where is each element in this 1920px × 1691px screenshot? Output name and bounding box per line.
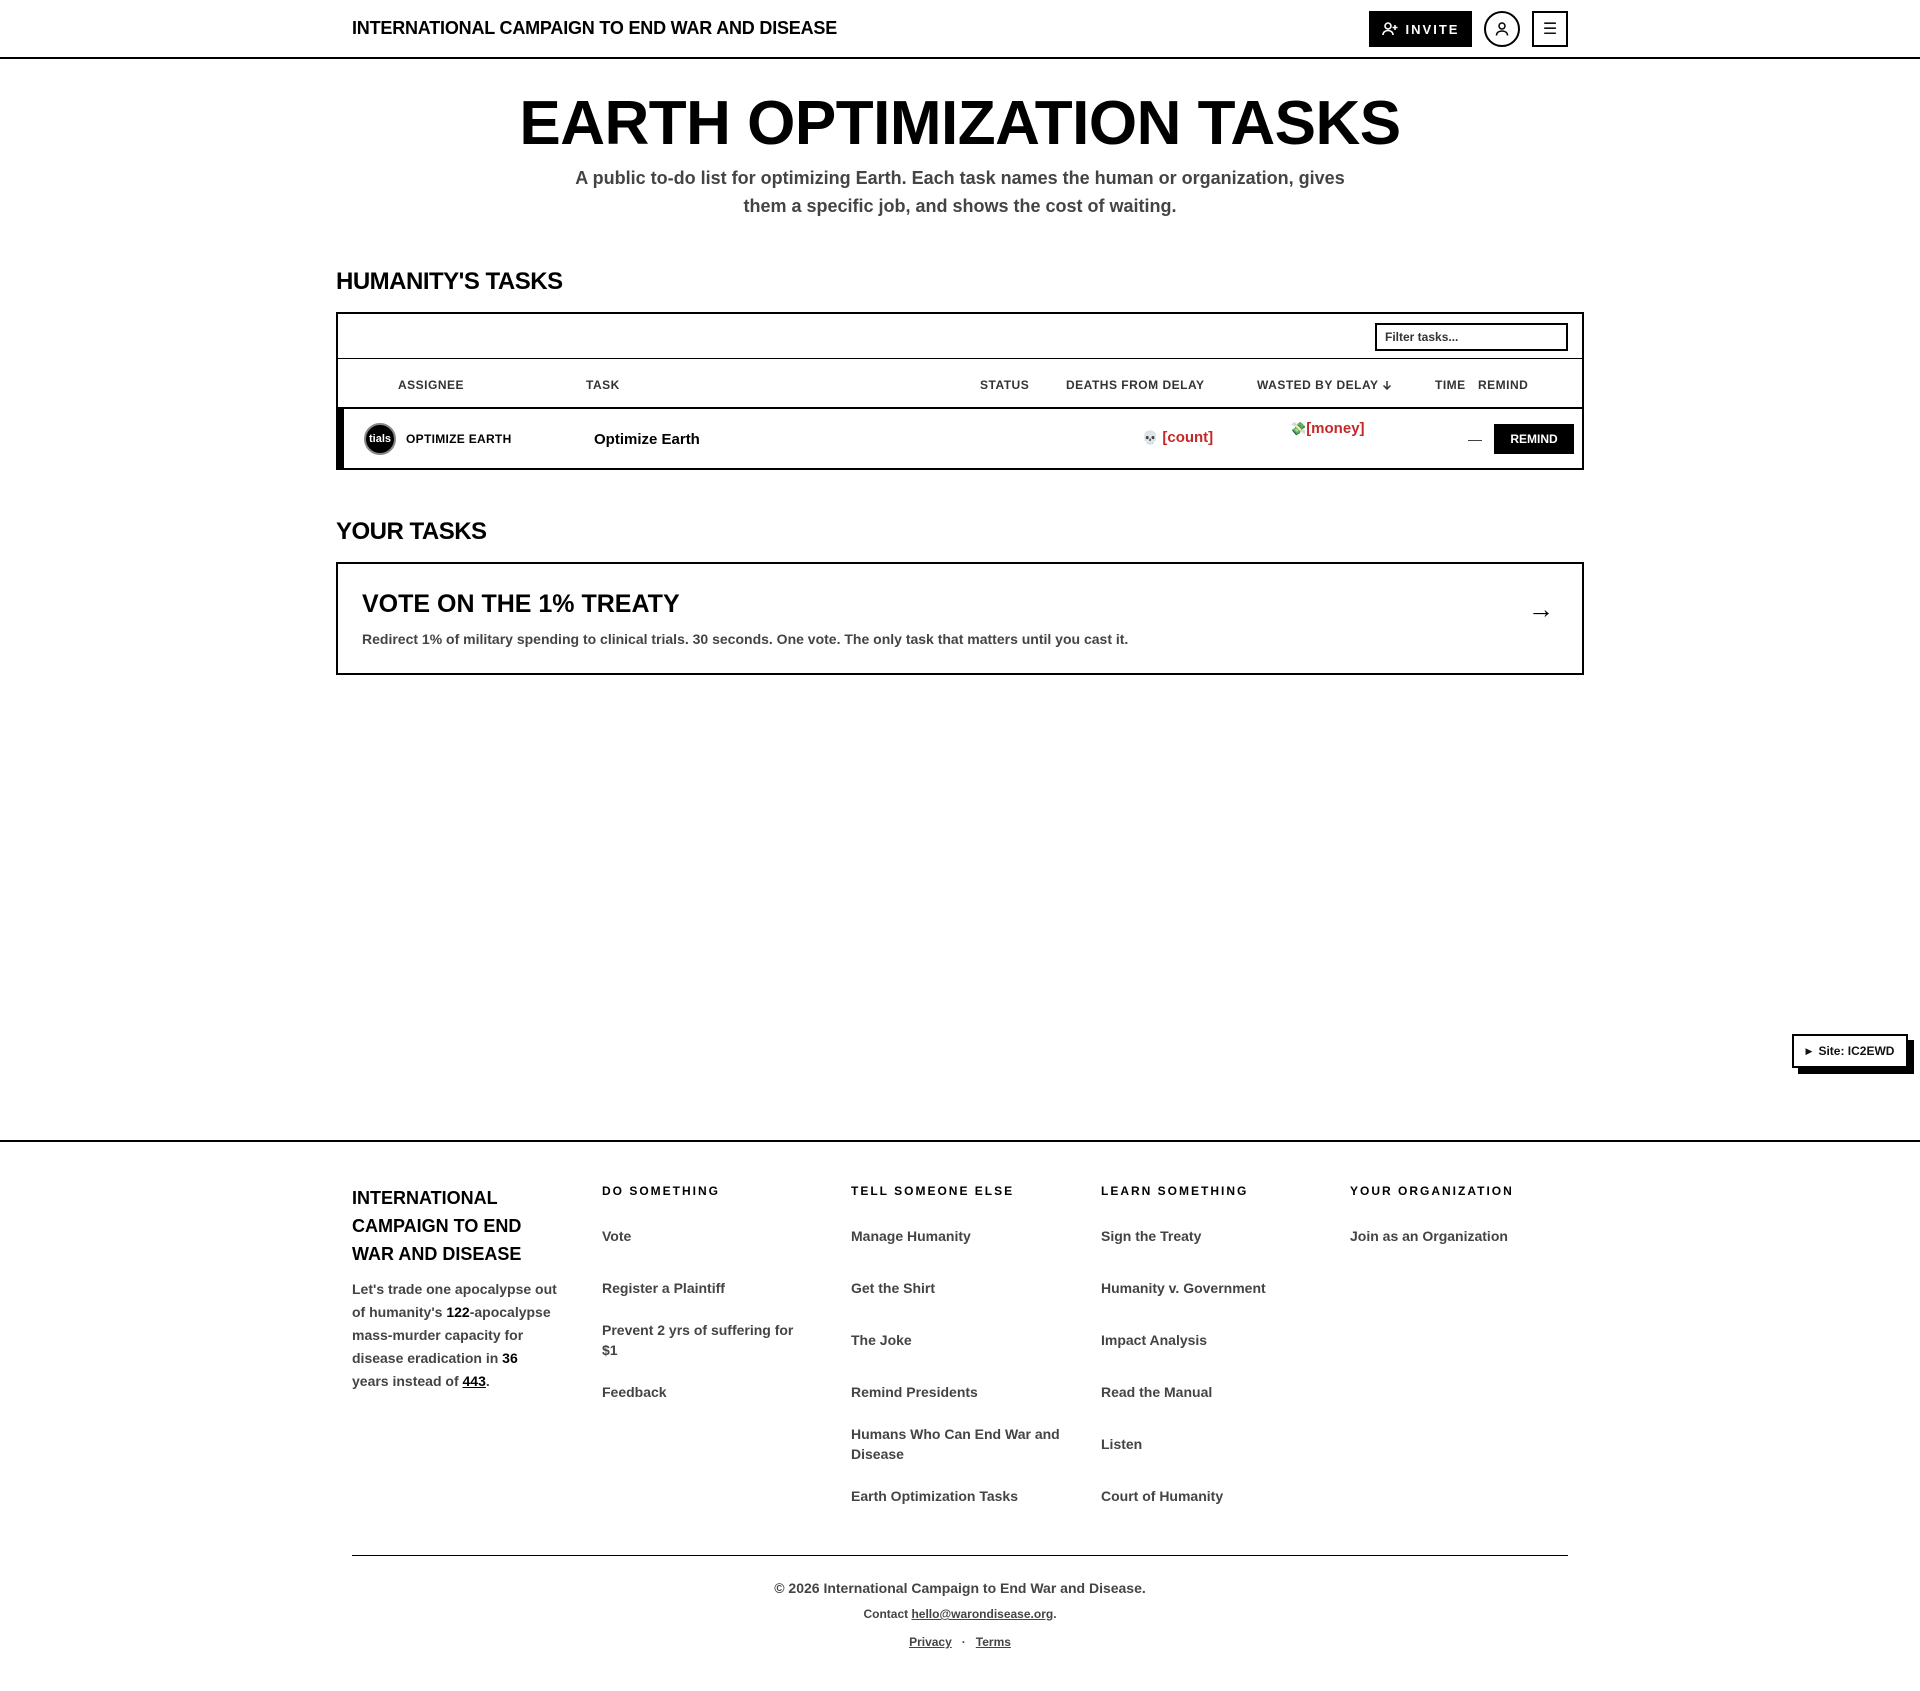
- column-header-remind: REMIND: [1478, 378, 1529, 392]
- top-navigation-bar: [0, 0, 1920, 59]
- footer-column-title: DO SOMETHING: [602, 1184, 721, 1198]
- contact-prefix: Contact: [863, 1607, 912, 1621]
- assignee-avatar: tials: [364, 423, 396, 455]
- wasted-amount: [money]: [1306, 420, 1365, 437]
- site-badge-toggle[interactable]: [1792, 1034, 1908, 1068]
- column-header-time[interactable]: TIME: [1435, 378, 1466, 392]
- legal-links: [0, 1635, 1920, 1649]
- task-name[interactable]: Optimize Earth: [594, 431, 700, 448]
- footer-column-title: TELL SOMEONE ELSE: [851, 1184, 1015, 1198]
- vote-treaty-task-card[interactable]: [336, 562, 1584, 675]
- privacy-link[interactable]: Privacy: [909, 1635, 952, 1649]
- blurb-text: years instead of: [352, 1373, 463, 1389]
- table-header-row: [338, 359, 1582, 409]
- footer-column-title: YOUR ORGANIZATION: [1350, 1184, 1514, 1198]
- blurb-number: 36: [502, 1350, 518, 1366]
- arrow-down-icon: [1382, 380, 1392, 390]
- copyright-text: © 2026 International Campaign to End War and Disease.: [774, 1580, 1146, 1596]
- column-header-wasted-label: WASTED BY DELAY: [1257, 378, 1379, 392]
- page-subtitle: A public to-do list for optimizing Earth. Each task names the human or organization, gives them a specific job, and shows the cost of waiting.: [575, 168, 1345, 216]
- footer-link-impact-analysis[interactable]: Impact Analysis: [1101, 1332, 1208, 1348]
- arrow-right-icon: →: [1528, 594, 1554, 624]
- blurb-text: Let's trade one apocalypse out of humanity's: [352, 1281, 557, 1320]
- footer-column-tell-someone: [851, 1184, 1071, 1504]
- deaths-count: [count]: [1162, 429, 1214, 446]
- task-card-title: VOTE ON THE 1% TREATY: [362, 590, 680, 618]
- user-account-button[interactable]: [1484, 11, 1520, 47]
- add-user-icon: [1382, 21, 1398, 37]
- footer-link-register-plaintiff[interactable]: Register a Plaintiff: [602, 1280, 725, 1296]
- assignee-name[interactable]: OPTIMIZE EARTH: [406, 432, 512, 446]
- footer-link-vote[interactable]: Vote: [602, 1228, 632, 1244]
- deaths-from-delay-value: [1142, 429, 1213, 446]
- invite-button-label: INVITE: [1405, 21, 1460, 37]
- humanity-tasks-heading: HUMANITY'S TASKS: [336, 268, 563, 295]
- site-brand[interactable]: INTERNATIONAL CAMPAIGN TO END WAR AND DISEASE: [352, 18, 838, 38]
- blurb-text: -apocalypse mass-murder capacity for disease eradication in: [352, 1304, 551, 1366]
- blurb-number: 443: [462, 1373, 486, 1389]
- footer-column-your-organization: [1350, 1184, 1570, 1244]
- footer-link-remind-presidents[interactable]: Remind Presidents: [851, 1384, 978, 1400]
- invite-button[interactable]: [1369, 11, 1472, 47]
- footer-link-humans-who-can[interactable]: Humans Who Can End War and Disease: [851, 1426, 1060, 1462]
- footer-column-title: LEARN SOMETHING: [1101, 1184, 1249, 1198]
- column-header-status[interactable]: STATUS: [980, 378, 1030, 392]
- column-header-task[interactable]: TASK: [586, 378, 620, 392]
- money-with-wings-icon: 💸: [1290, 421, 1307, 436]
- footer-brand: INTERNATIONAL CAMPAIGN TO END WAR AND DISEASE: [352, 1188, 522, 1264]
- contact-suffix: .: [1053, 1607, 1057, 1621]
- column-header-deaths[interactable]: DEATHS FROM DELAY: [1066, 378, 1205, 392]
- filter-tasks-input[interactable]: [1375, 323, 1568, 351]
- footer-blurb: [352, 1278, 557, 1393]
- footer-link-sign-treaty[interactable]: Sign the Treaty: [1101, 1228, 1202, 1244]
- user-icon: [1494, 21, 1510, 37]
- page-title: EARTH OPTIMIZATION TASKS: [519, 89, 1401, 158]
- footer-link-manage-humanity[interactable]: Manage Humanity: [851, 1228, 971, 1244]
- footer-link-join-organization[interactable]: Join as an Organization: [1350, 1228, 1508, 1244]
- contact-email-link[interactable]: hello@warondisease.org: [911, 1607, 1054, 1621]
- table-filter-bar: [338, 314, 1582, 359]
- footer-link-prevent-suffering[interactable]: Prevent 2 yrs of suffering for $1: [602, 1322, 794, 1358]
- footer-link-feedback[interactable]: Feedback: [602, 1384, 667, 1400]
- footer-link-court-of-humanity[interactable]: Court of Humanity: [1101, 1488, 1224, 1504]
- footer-link-humanity-v-government[interactable]: Humanity v. Government: [1101, 1280, 1266, 1296]
- play-triangle-icon: ▶: [1805, 1045, 1813, 1056]
- time-value: —: [1468, 431, 1482, 447]
- terms-link[interactable]: Terms: [975, 1635, 1011, 1649]
- blurb-number: 122: [446, 1304, 470, 1320]
- footer-column-do-something: [602, 1184, 822, 1400]
- wasted-by-delay-value: [1290, 420, 1365, 437]
- footer-link-earth-optimization-tasks[interactable]: Earth Optimization Tasks: [851, 1488, 1018, 1504]
- footer-link-listen[interactable]: Listen: [1101, 1436, 1143, 1452]
- contact-line: [0, 1607, 1920, 1621]
- footer-link-read-manual[interactable]: Read the Manual: [1101, 1384, 1213, 1400]
- humanity-tasks-table: [336, 312, 1584, 470]
- footer-column-learn-something: [1101, 1184, 1321, 1504]
- skull-icon: 💀: [1142, 430, 1159, 445]
- task-card-description: Redirect 1% of military spending to clinical trials. 30 seconds. One vote. The only task that matters until you cast it.: [362, 631, 1129, 647]
- footer-link-get-shirt[interactable]: Get the Shirt: [851, 1280, 936, 1296]
- column-header-wasted[interactable]: [1257, 378, 1392, 392]
- menu-button[interactable]: [1532, 11, 1568, 47]
- blurb-text: .: [485, 1373, 490, 1389]
- your-tasks-heading: YOUR TASKS: [336, 518, 487, 545]
- site-badge-label: Site: IC2EWD: [1818, 1044, 1895, 1058]
- footer-link-the-joke[interactable]: The Joke: [851, 1332, 912, 1348]
- legal-separator: ·: [961, 1635, 966, 1649]
- column-header-assignee[interactable]: ASSIGNEE: [398, 378, 465, 392]
- remind-button[interactable]: REMIND: [1494, 424, 1574, 454]
- footer-divider: [352, 1555, 1568, 1556]
- table-row[interactable]: [338, 409, 1582, 468]
- hamburger-menu-icon: ☰: [1542, 21, 1558, 38]
